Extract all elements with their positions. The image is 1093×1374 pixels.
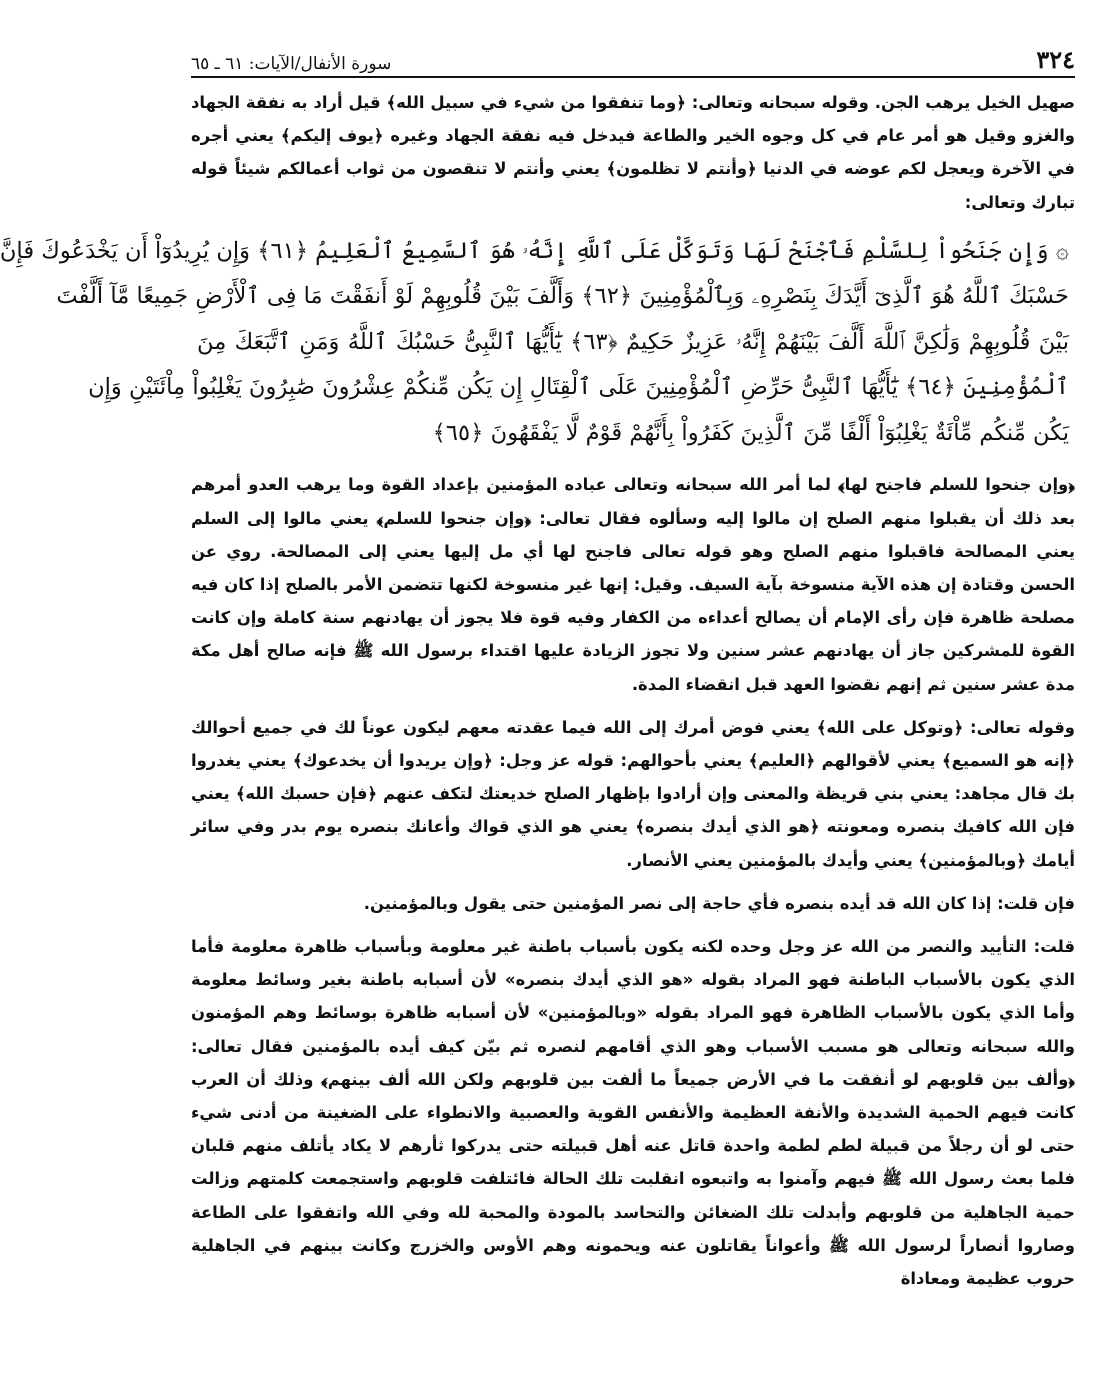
page-header xyxy=(191,36,1075,78)
book-page xyxy=(0,36,1075,1305)
running-title: سورة الأنفال/الآيات: ٦١ ـ ٦٥ xyxy=(191,54,392,74)
quran-verse-line: حَسْبَكَ ٱللَّهُ هُوَ ٱلَّذِىٓ أَيَّدَكَ بِنَصْرِهِۦ وَبِٱلْمُؤْمِنِينَ ﴿٦٢﴾ وَأَلَّفَ بَيْنَ قُلُوبِهِمْ لَوْ أَنفَقْتَ مَا فِى ٱلْأَرْضِ جَمِيعًا مَّآ أَلَّفْتَ xyxy=(56,283,1069,310)
quran-verses-block xyxy=(0,229,1075,457)
quran-verse-line: بَيْنَ قُلُوبِهِمْ وَلَٰكِنَّ ٱللَّهَ أَلَّفَ بَيْنَهُمْ إِنَّهُۥ عَزِيزٌ حَكِيمٌ ﴿٦٣﴾ يَٰٓأَيُّهَا ٱلنَّبِىُّ حَسْبُكَ ٱللَّهُ وَمَنِ ٱتَّبَعَكَ مِنَ xyxy=(197,328,1069,355)
page-body xyxy=(0,86,1075,1295)
paragraph-question: فإن قلت: إذا كان الله قد أيده بنصره فأي حاجة إلى نصر المؤمنين حتى يقول وبالمؤمنين. xyxy=(363,893,1075,913)
paragraph-answer: قلت: التأييد والنصر من الله عز وجل وحده لكنه يكون بأسباب باطنة غير معلومة وبأسباب ظاهرة معلومة فأما الذي يكون بالأسباب الباطنة فهو المراد بقوله «هو الذي أيدك بنصره» لأن أسبابه باطنة بغير وسائط معلومة وأما الذي يكون بالأسباب الظاهرة فهو المراد بقوله «وبالمؤمنين» لأن أسبابه ظاهرة بوسائط وهم المؤمنون والله سبحانه وتعالى هو مسبب الأسباب وهو الذي أقامهم لنصره ثم بيّن كيف أيده بالمؤمنين فقال تعالى: ﴿وألف بين قلوبهم لو أنفقت ما في الأرض جميعاً ما ألفت بين قلوبهم ولكن الله ألف بينهم﴾ وذلك أن العرب كانت فيهم الحمية الشديدة والأنفة العظيمة والأنفس القوية والعصبية والانطواء على الضغينة من أدنى شيء حتى لو أن رجلاً من قبيلة لطم لطمة واحدة قاتل عنه أهل قبيلته حتى يدركوا ثأرهم لا يكاد يأتلف منهم قلبان فلما بعث رسول الله ﷺ فيهم وآمنوا به واتبعوه انقلبت تلك الحالة فائتلفت قلوبهم واستجمعت كلمتهم وزالت حمية الجاهلية من قلوبهم وأبدلت تلك الضغائن والتحاسد بالمودة والمحبة لله وفي الله واتفقوا على الطاعة وصاروا أنصاراً لرسول الله ﷺ وأعواناً يقاتلون عنه ويحمونه وهم الأوس والخزرج وكانت بينهم في الجاهلية حروب عظيمة ومعاداة xyxy=(191,936,1075,1288)
quran-verse-line: يَكُن مِّنكُم مِّاْئَةٌ يَغْلِبُوٓاْ أَلْفًا مِّنَ ٱلَّذِينَ كَفَرُواْ بِأَنَّهُمْ قَوْمٌ لَّا يَفْقَهُونَ ﴿٦٥﴾ xyxy=(432,419,1069,446)
quran-verse-line: ٱلْمُؤْمِنِينَ ﴿٦٤﴾ يَٰٓأَيُّهَا ٱلنَّبِىُّ حَرِّضِ ٱلْمُؤْمِنِينَ عَلَى ٱلْقِتَالِ إِن يَكُن مِّنكُمْ عِشْرُونَ صَٰبِرُونَ يَغْلِبُواْ مِاْئَتَيْنِ وَإِن xyxy=(88,374,1069,401)
quran-verse-line: ۞ وَإِن جَنَحُواْ لِلسَّلْمِ فَٱجْنَحْ لَهَا وَتَوَكَّلْ عَلَى ٱللَّهِ إِنَّهُۥ هُوَ ٱلسَّمِيعُ ٱلْعَلِيمُ ﴿٦١﴾ وَإِن يُرِيدُوٓاْ أَن يَخْدَعُوكَ فَإِنَّ xyxy=(0,237,1069,264)
paragraph-commentary-peace: ﴿وإن جنحوا للسلم فاجنح لها﴾ لما أمر الله سبحانه وتعالى عباده المؤمنين بإعداد القوة وما يرهب العدو أمرهم بعد ذلك أن يقبلوا منهم الصلح إن مالوا إليه وسألوه فقال تعالى: ﴿وإن جنحوا للسلم﴾ يعني مالوا إلى السلم يعني المصالحة فاقبلوا منهم الصلح وهو قوله تعالى فاجنح لها أي مل إليها يعني إلى المصالحة. روي عن الحسن وقتادة إن هذه الآية منسوخة بآية السيف. وقيل: إنها غير منسوخة لكنها تتضمن الأمر بالصلح إذا كان فيه مصلحة ظاهرة فإن رأى الإمام أن يصالح أعداءه من الكفار وفيه قوة فلا يجوز أن يهادنهم سنة كاملة وإن كانت القوة للمشركين جاز أن يهادنهم عشر سنين ولا تجوز الزيادة عليها اقتداء برسول الله ﷺ فإنه صالح أهل مكة مدة عشر سنين ثم إنهم نقضوا العهد قبل انقضاء المدة. xyxy=(191,475,1075,694)
page-number: ٣٢٤ xyxy=(1036,45,1075,74)
paragraph-commentary-trust: وقوله تعالى: ﴿وتوكل على الله﴾ يعني فوض أمرك إلى الله فيما عقدته معهم ليكون عوناً لك في جميع أحوالك ﴿إنه هو السميع﴾ يعني لأقوالهم ﴿العليم﴾ يعني بأحوالهم: قوله عز وجل: ﴿وإن يريدوا أن يخدعوك﴾ يعني يغدروا بك قال مجاهد: يعني بني قريظة والمعنى وإن أرادوا بإظهار الصلح خديعتك لتكف عنهم ﴿فإن حسبك الله﴾ يعني فإن الله كافيك بنصره ومعونته ﴿هو الذي أيدك بنصره﴾ يعني هو الذي قواك وأعانك بنصره يوم بدر وفي سائر أيامك ﴿وبالمؤمنين﴾ يعني وأيدك بالمؤمنين يعني الأنصار. xyxy=(191,717,1075,870)
paragraph-intro: صهيل الخيل يرهب الجن. وقوله سبحانه وتعالى: ﴿وما تنفقوا من شيء في سبيل الله﴾ قيل أراد به نفقة الجهاد والغزو وقيل هو أمر عام في كل وجوه الخير والطاعة فيدخل فيه نفقة الجهاد وغيره ﴿يوف إليكم﴾ يعني أجره في الآخرة ويعجل لكم عوضه في الدنيا ﴿وأنتم لا تظلمون﴾ يعني وأنتم لا تنقصون من ثواب أعمالكم شيئاً قوله تبارك وتعالى: xyxy=(191,93,1075,212)
